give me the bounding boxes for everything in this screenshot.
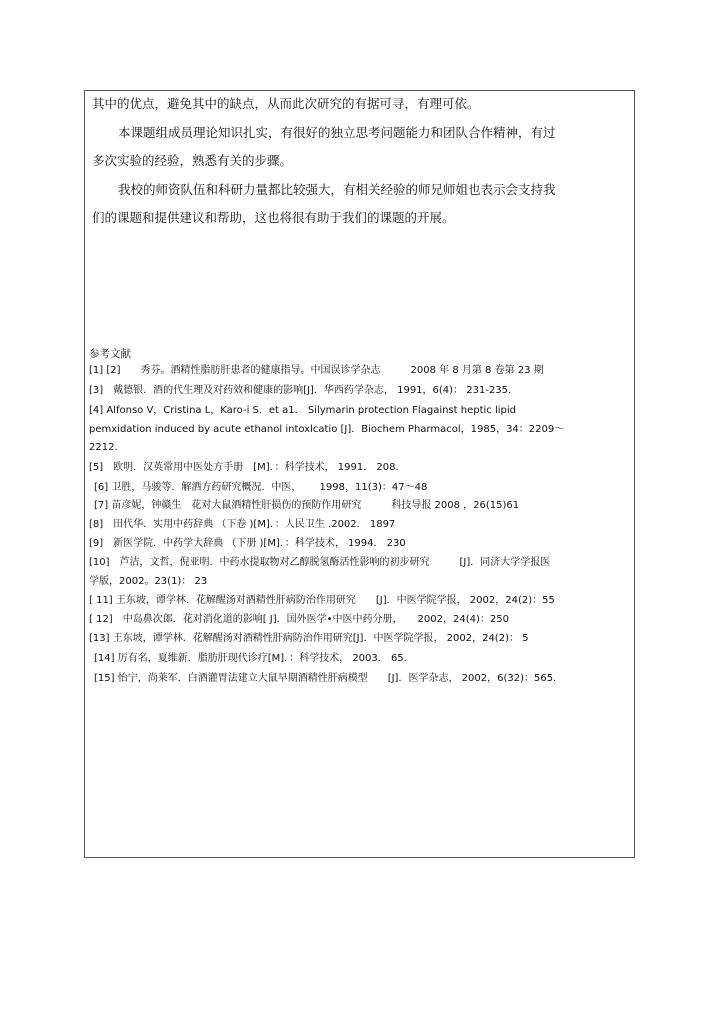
reference-entry: 学版，2002。23(1)： 23 [89, 576, 208, 587]
content-frame [84, 90, 635, 858]
reference-entry: [5] 欧明．汉英常用中医处方手册 [M]．：科学技术， 1991． 208． [89, 462, 406, 473]
reference-entry: [13] 王东坡，谭学林．花解醒汤对酒精性肝病防治作用研究[J]．中医学院学报， 2002，24(2)： 5 [89, 633, 529, 644]
references-title: 参考文献 [89, 348, 131, 360]
reference-entry: [7] 苗彦妮，钟赣生 花对大鼠酒精性肝损伤的预防作用研究 科技导报 2008 ，26(15)61 [94, 500, 520, 511]
reference-entry: [3] 戴德银．酒的代生理及对药效和健康的影响[J]．华西药学杂志， 1991，6(4)： 231-235． [89, 385, 519, 396]
reference-entry: [6] 卫胜，马骏等．解酒方药研究概况．中医， 1998，11(3)：47～48 [94, 482, 428, 493]
reference-entry: [4] Alfonso V，Cristina L，Karo-i S．et a1． Silymarin protection Flagainst heptic lipid [89, 405, 516, 416]
reference-entry: [1] [2] 秀芬。酒精性脂肪肝患者的健康指导。中国误诊学杂志 2008 年 8 月第 8 卷第 23 期 [89, 365, 544, 376]
body-paragraph-line: 我校的师资队伍和科研力量都比较强大，有相关经验的师兄师姐也表示会支持我 [118, 182, 556, 197]
reference-entry: [ 12] 中岛鼻次郎．花对消化道的影响[ J]．国外医学•中医中药分册， 2002，24(4)：250 [89, 614, 509, 625]
reference-entry: [9] 新医学院．中药学大辞典 （下册 )[M]．：科学技术， 1994． 230 [89, 538, 406, 549]
reference-entry: [10] 芦洁，文哲，倪亚明．中药水提取物对乙醇脱氢酶活性影响的初步研究 [J]．同济大学学报医 [89, 557, 551, 568]
reference-entry: [8] 田代华．实用中药辞典 （下卷 )[M]．：人民卫生 .2002． 1897 [89, 519, 396, 530]
reference-entry: [ 11] 王东坡，谭学林．花解醒汤对酒精性肝病防治作用研究 [J]．中医学院学报， 2002，24(2)：55 [89, 595, 555, 606]
body-paragraph-line: 本课题组成员理论知识扎实，有很好的独立思考问题能力和团队合作精神，有过 [118, 125, 556, 140]
body-paragraph-line: 其中的优点，避免其中的缺点，从而此次研究的有据可寻，有理可依。 [92, 96, 480, 111]
reference-entry: [15] 怡宁，尚莱军．白酒灌胃法建立大鼠早期酒精性肝病模型 [J]．医学杂志， 2002，6(32)：565． [94, 673, 564, 684]
body-paragraph-line: 们的课题和提供建议和帮助，这也将很有助于我们的课题的开展。 [92, 210, 455, 225]
reference-entry: 2212. [89, 442, 118, 453]
reference-entry: pemxidation induced by acute ethanol intoxlcatio [J]．Biochem Pharmacol，1985，34：2209～ [89, 424, 565, 435]
reference-entry: [14] 厉有名，夏维新．脂肪肝现代诊疗[M]．：科学技术， 2003． 65． [94, 653, 414, 664]
body-paragraph-line: 多次实验的经验，熟悉有关的步骤。 [92, 153, 293, 168]
